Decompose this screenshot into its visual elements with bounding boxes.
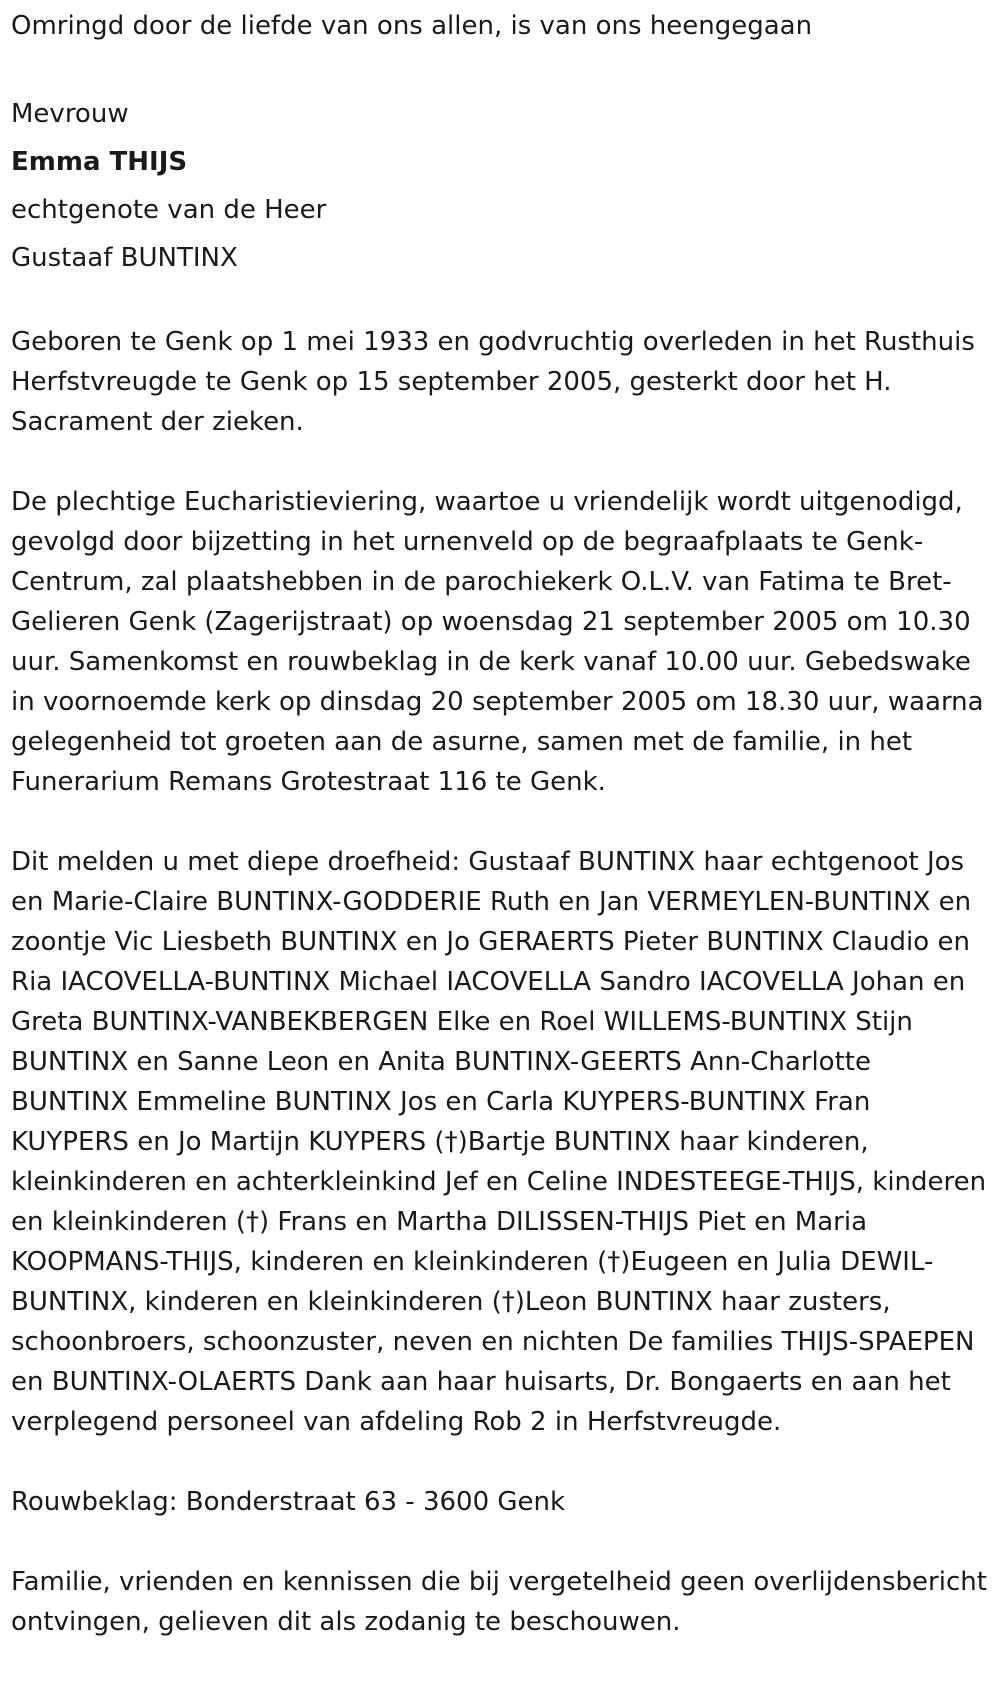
spouse-name: Gustaaf BUNTINX: [11, 243, 238, 273]
ceremony-paragraph: De plechtige Eucharistieviering, waartoe u vriendelijk wordt uitgenodigd, gevolgd door bijzetting in het urnenveld op de begraafplaats te Genk-Centrum, zal plaatshebben in de parochiekerk O.L.V. van Fatima te Bret-Gelieren Genk (Zagerijstraat) op woensdag 21 september 2005 om 10.30 uur. Samenkomst en rouwbeklag in de kerk vanaf 10.00 uur. Gebedswake in voornoemde kerk op dinsdag 20 september 2005 om 18.30 uur, waarna gelegenheid tot groeten aan de asurne, samen met de familie, in het Funerarium Remans Grotestraat 116 te Genk.: [11, 487, 984, 797]
birth-death-paragraph: Geboren te Genk op 1 mei 1933 en godvruchtig overleden in het Rusthuis Herfstvreugde te Genk op 15 september 2005, gesterkt door het H. Sacrament der zieken.: [11, 327, 975, 437]
closing-paragraph: Familie, vrienden en kennissen die bij vergetelheid geen overlijdensbericht ontvingen, gelieven dit als zodanig te beschouwen.: [11, 1567, 987, 1637]
spacer: [11, 1522, 990, 1562]
family-paragraph: Dit melden u met diepe droefheid: Gustaaf BUNTINX haar echtgenoot Jos en Marie-Claire BUNTINX-GODDERIE Ruth en Jan VERMEYLEN-BUNTINX en zoontje Vic Liesbeth BUNTINX en Jo GERAERTS Pieter BUNTINX Claudio en Ria IACOVELLA-BUNTINX Michael IACOVELLA Sandro IACOVELLA Johan en Greta BUNTINX-VANBEKBERGEN Elke en Roel WILLEMS-BUNTINX Stijn BUNTINX en Sanne Leon en Anita BUNTINX-GEERTS Ann-Charlotte BUNTINX Emmeline BUNTINX Jos en Carla KUYPERS-BUNTINX Fran KUYPERS en Jo Martijn KUYPERS (†)Bartje BUNTINX haar kinderen, kleinkinderen en achterkleinkind Jef en Celine INDESTEEGE-THIJS, kinderen en kleinkinderen (†) Frans en Martha DILISSEN-THIJS Piet en Maria KOOPMANS-THIJS, kinderen en kleinkinderen (†)Eugeen en Julia DEWIL-BUNTINX, kinderen en kleinkinderen (†)Leon BUNTINX haar zusters, schoonbroers, schoonzuster, neven en nichten De families THIJS-SPAEPEN en BUNTINX-OLAERTS Dank aan haar huisarts, Dr. Bongaerts en aan het verplegend personeel van afdeling Rob 2 in Herfstvreugde.: [11, 847, 987, 1437]
salutation: Mevrouw: [11, 99, 129, 129]
spacer: [11, 282, 990, 322]
intro-text: Omringd door de liefde van ons allen, is van ons heengegaan: [11, 11, 813, 41]
spacer: [11, 442, 990, 482]
spacer: [11, 50, 990, 90]
condolence-address: Rouwbeklag: Bonderstraat 63 - 3600 Genk: [11, 1487, 566, 1517]
deceased-name: Emma THIJS: [11, 147, 188, 177]
spacer: [11, 802, 990, 842]
spacer: [11, 1442, 990, 1482]
spouse-relation: echtgenote van de Heer: [11, 195, 327, 225]
